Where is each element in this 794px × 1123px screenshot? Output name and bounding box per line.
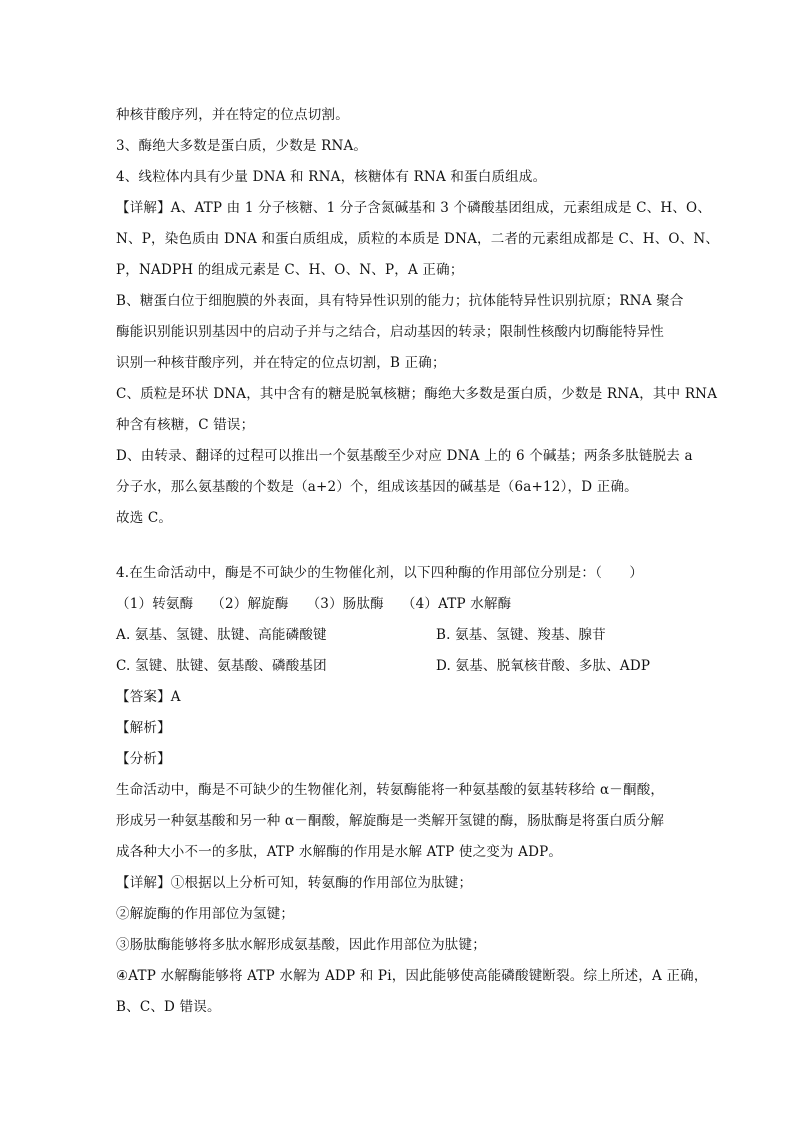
enzyme-list: [116, 589, 686, 620]
enzyme-item: （1）转氨酶: [116, 596, 194, 612]
text-line: ②解旋酶的作用部位为氢键；: [116, 906, 295, 922]
option-a: A. 氨基、氢键、肽键、高能磷酸键: [116, 627, 327, 643]
text-line: 种核苷酸序列，并在特定的位点切割。: [116, 107, 349, 123]
answer-label: 【答案】A: [116, 689, 181, 705]
options-row-1: [116, 620, 686, 651]
option-c: C. 氢键、肽键、氨基酸、磷酸基团: [116, 658, 327, 674]
enzyme-item: （2）解旋酶: [211, 596, 289, 612]
option-b: B. 氨基、氢键、羧基、腺苷: [436, 627, 606, 643]
text-line: B、C、D 错误。: [116, 999, 221, 1015]
text-line: 分子水，那么氨基酸的个数是（a+2）个，组成该基因的碱基是（6a+12），D 正确。: [116, 479, 638, 495]
text-line: 种含有核糖，C 错误；: [116, 417, 255, 433]
text-line: 生命活动中，酶是不可缺少的生物催化剂，转氨酶能将一种氨基酸的氨基转移给 α－酮酸，: [116, 782, 665, 798]
text-line: 3、酶绝大多数是蛋白质，少数是 RNA。: [116, 138, 368, 154]
text-line: P，NADPH 的组成元素是 C、H、O、N、P，A 正确；: [116, 262, 464, 278]
text-line: 【详解】①根据以上分析可知，转氨酶的作用部位为肽键；: [116, 875, 473, 891]
question-stem: 4.在生命活动中，酶是不可缺少的生物催化剂，以下四种酶的作用部位分别是：（ ）: [116, 565, 644, 581]
text-line: 酶能识别能识别基因中的启动子并与之结合，启动基因的转录；限制性核酸内切酶能特异性: [116, 324, 664, 340]
detail-paragraph: [116, 868, 708, 1023]
text-line: N、P，染色质由 DNA 和蛋白质组成，质粒的本质是 DNA，二者的元素组成都是 C、H、O、N、: [116, 231, 720, 247]
text-line: ③肠肽酶能够将多肽水解形成氨基酸，因此作用部位为肽键；: [116, 937, 486, 953]
text-line: ④ATP 水解酶能够将 ATP 水解为 ADP 和 Pi，因此能够使高能磷酸键断裂。综上所述，A 正确，: [116, 968, 708, 984]
text-line: 4、线粒体内具有少量 DNA 和 RNA，核糖体有 RNA 和蛋白质组成。: [116, 169, 547, 185]
document-page: [116, 100, 720, 1023]
text-line: 故选 C。: [116, 510, 173, 526]
text-line: 识别一种核苷酸序列，并在特定的位点切割，B 正确；: [116, 355, 446, 371]
previous-question-explanation: [116, 100, 720, 534]
text-line: 形成另一种氨基酸和另一种 α－酮酸，解旋酶是一类解开氢键的酶，肠肽酶是将蛋白质分解: [116, 813, 665, 829]
enzyme-item: （3）肠肽酶: [306, 596, 384, 612]
text-line: 成各种大小不一的多肽，ATP 水解酶的作用是水解 ATP 使之变为 ADP。: [116, 844, 563, 860]
text-line: C、质粒是环状 DNA，其中含有的糖是脱氧核糖；酶绝大多数是蛋白质，少数是 RNA，其中 RNA: [116, 386, 718, 402]
section-gap: [116, 534, 686, 558]
enzyme-item: （4）ATP 水解酶: [401, 596, 512, 612]
options-row-2: [116, 651, 686, 682]
text-line: B、糖蛋白位于细胞膜的外表面，具有特异性识别的能力；抗体能特异性识别抗原；RNA 聚合: [116, 293, 684, 309]
question-4: [116, 558, 708, 1023]
fenxi-paragraph: [116, 775, 686, 868]
fenxi-header: 【分析】: [116, 751, 171, 767]
option-d: D. 氨基、脱氧核苷酸、多肽、ADP: [436, 658, 651, 674]
text-line: D、由转录、翻译的过程可以推出一个氨基酸至少对应 DNA 上的 6 个碱基；两条多肽链脱去 a: [116, 448, 693, 464]
analysis-header: 【解析】: [116, 720, 171, 736]
text-line: 【详解】A、ATP 由 1 分子核糖、1 分子含氮碱基和 3 个磷酸基团组成，元素组成是 C、H、O、: [116, 200, 712, 216]
